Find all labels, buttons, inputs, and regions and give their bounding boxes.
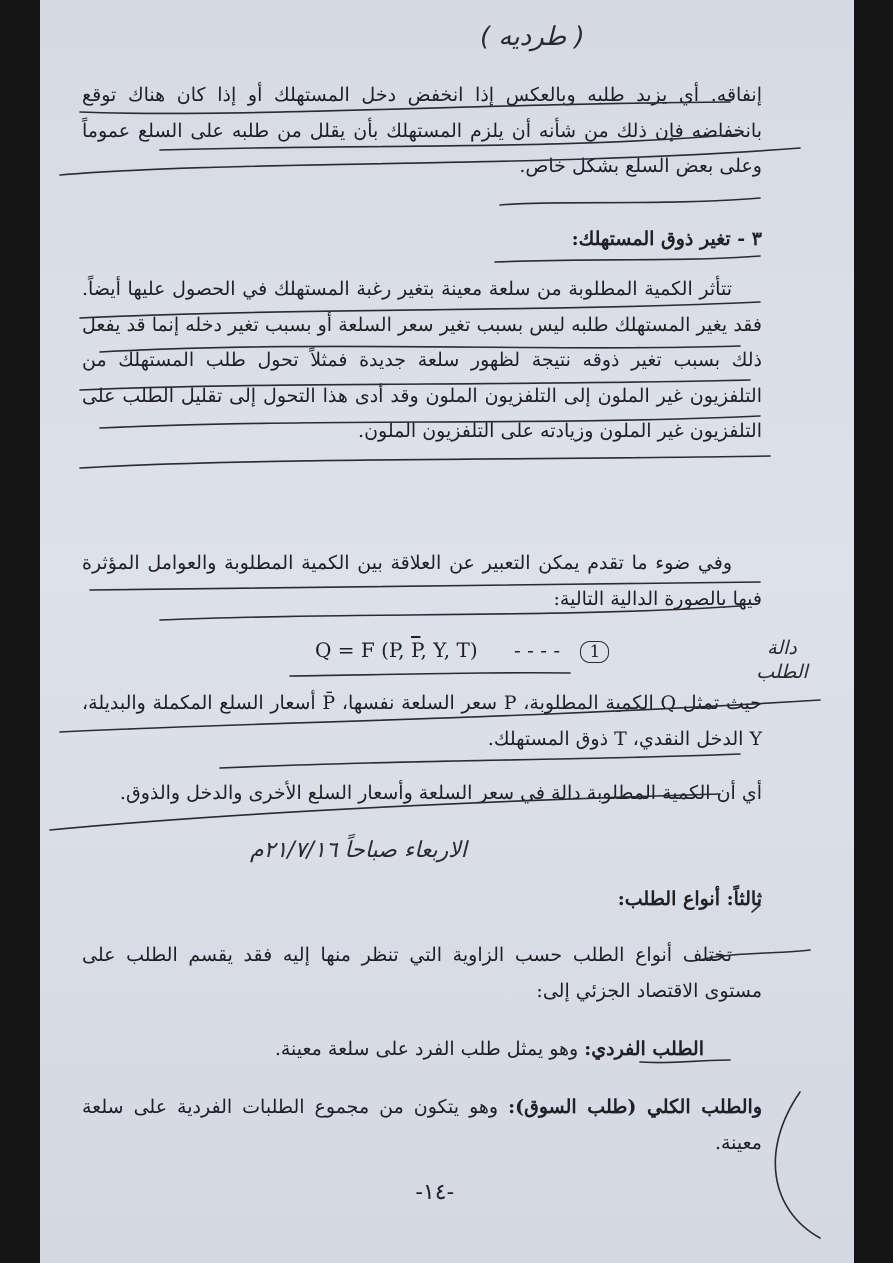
paragraph-income-effect: إنفاقه. أي يزيد طلبه وبالعكس إذا انخفض دخل المستهلك أو إذا كان هناك توقع بانخفاضه فإن ذلك من شأنه أن يلزم المستهلك بأن يقلل من طلبه على السلع عموماً وعلى بعض السلع بشكل خاص.: [82, 84, 762, 177]
heading-types-of-demand: ثالثاً: أنواع الطلب:: [617, 888, 762, 910]
underline-individual: [640, 1060, 730, 1063]
formula-equation-number: 1: [580, 641, 609, 663]
margin-bracket: [775, 1092, 820, 1238]
market-demand-text: وهو يتكون من مجموع الطلبات الفردية على سلعة معينة.: [82, 1096, 762, 1154]
underline-taste-5: [80, 456, 770, 468]
formula-left: Q = F (P,: [315, 638, 412, 662]
paragraph-demand-summary: أي أن الكمية المطلوبة دالة في سعر السلعة وأسعار السلع الأخرى والدخل والذوق.: [119, 782, 762, 804]
individual-demand-text: وهو يمثل طلب الفرد على سلعة معينة.: [274, 1038, 585, 1060]
individual-demand-item: [275, 1038, 704, 1060]
document-page: [40, 0, 854, 1263]
page-number: -١٤-: [415, 1180, 454, 1205]
underline-income-4: [500, 198, 760, 205]
market-demand-item: [82, 1090, 762, 1161]
formula-p-bar: $\overline{P}$: [411, 638, 421, 662]
top-handwritten-note: ( طرديه ): [480, 22, 585, 52]
underline-heading-taste: [495, 256, 760, 262]
pen-annotations: [40, 0, 854, 1263]
margin-note-demand-function: دالة الطلب: [756, 637, 808, 683]
underline-formula: [290, 673, 570, 676]
heading-consumer-taste: ٣ - تغير ذوق المستهلك:: [571, 228, 762, 250]
paragraph-variable-definitions: حيث تمثل Q الكمية المطلوبة، P سعر السلعة نفسها، P̄ أسعار السلع المكملة والبديلة، Y الدخل النقدي، T ذوق المستهلك.: [82, 692, 762, 750]
formula-right: , Y, T): [420, 638, 478, 662]
paragraph-consumer-taste: تتأثر الكمية المطلوبة من سلعة معينة بتغير رغبة المستهلك في الحصول عليها أيضاً. فقد يغير المستهلك طلبه ليس بسبب تغير سعر السلعة أو بسبب تغير دخله إنما قد يفعل ذلك بسبب تغير ذوقه نتيجة لظهور سلعة جديدة فمثلاً تحول طلب المستهلك من التلفزيون غير الملون إلى التلفزيون الملون وقد أدى هذا التحول إلى تقليل الطلب على التلفزيون غير الملون وزيادته على التلفزيون الملون.: [82, 278, 762, 442]
market-demand-term: والطلب الكلي (طلب السوق):: [508, 1096, 762, 1118]
paragraph-demand-function-intro: وفي ضوء ما تقدم يمكن التعبير عن العلاقة بين الكمية المطلوبة والعوامل المؤثرة فيها بالصورة الدالية التالية:: [82, 552, 762, 610]
individual-demand-term: الطلب الفردي:: [584, 1038, 704, 1060]
paragraph-types-intro: تختلف أنواع الطلب حسب الزاوية التي تنظر منها إليه فقد يقسم الطلب على مستوى الاقتصاد الجزئي إلى:: [82, 944, 762, 1002]
demand-function-formula: [315, 638, 609, 663]
formula-dashes: - - - -: [514, 638, 561, 662]
handwritten-date-note: الاربعاء صباحاً ٢١/٧/١٦م: [250, 838, 467, 863]
